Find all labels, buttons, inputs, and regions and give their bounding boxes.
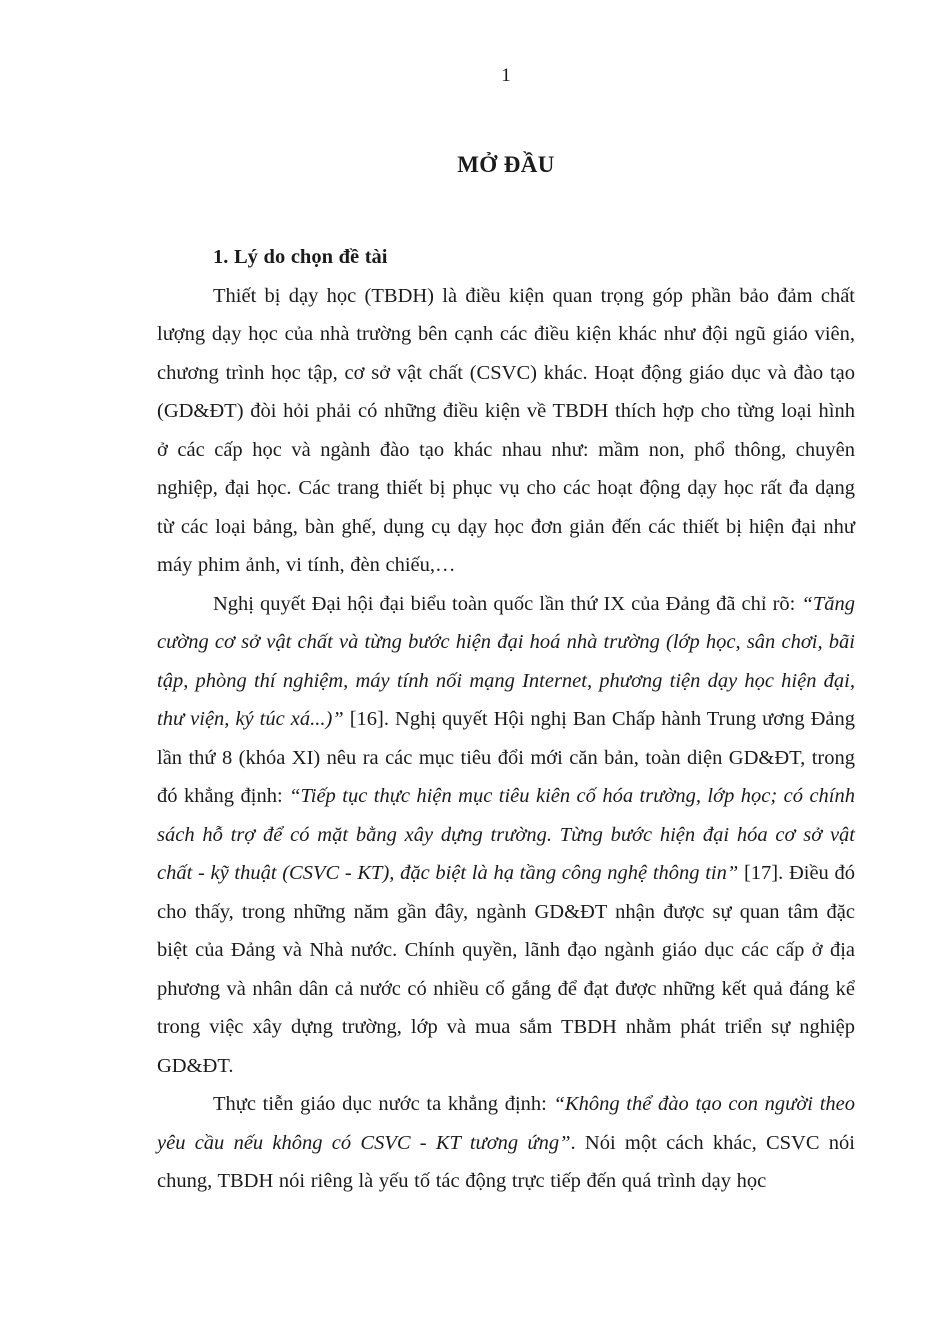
text-run: [16]. Nghị quyết Hội nghị Ban Chấp hành Trung ương Đảng lần thứ 8 (khóa XI) nêu ra các mục tiêu đổi mới căn bản, toàn diện GD&ĐT, trong đó khẳng định: xyxy=(157,708,856,807)
text-run: Thực tiễn giáo dục nước ta khẳng định: xyxy=(213,1093,554,1115)
paragraph-3 xyxy=(157,1085,855,1201)
quote-run: “Tiếp tục thực hiện mục tiêu kiên cố hóa trường, lớp học; có chính sách hỗ trợ để có mặt bằng xây dựng trường. Từng bước hiện đại hóa cơ sở vật chất - kỹ thuật (CSVC - KT), đặc biệt là hạ tầng công nghệ thông tin” xyxy=(157,785,855,884)
text-run: Nghị quyết Đại hội đại biểu toàn quốc lần thứ IX của Đảng đã chỉ rõ: xyxy=(213,592,802,615)
quote-run: “Không thể đào tạo con người theo yêu cầu nếu không có CSVC - KT tương ứng” xyxy=(157,1093,855,1154)
text-run: [17]. Điều đó cho thấy, trong những năm gần đây, ngành GD&ĐT nhận được sự quan tâm đặc biệt của Đảng và Nhà nước. Chính quyền, lãnh đạo ngành giáo dục các cấp ở địa phương và nhân dân cả nước có nhiều cố gắng để đạt được những kết quả đáng kể trong việc xây dựng trường, lớp và mua sắm TBDH nhằm phát triển sự nghiệp GD&ĐT. xyxy=(157,862,855,1077)
paragraph-1 xyxy=(157,277,855,585)
quote-run: “Tăng cường cơ sở vật chất và từng bước hiện đại hoá nhà trường (lớp học, sân chơi, bãi tập, phòng thí nghiệm, máy tính nối mạng Internet, phương tiện dạy học hiện đại, thư viện, ký túc xá...)” xyxy=(157,592,855,730)
page-number: 1 xyxy=(501,65,511,86)
text-run: . Nói một cách khác, CSVC nói chung, TBDH nói riêng là yếu tố tác động trực tiếp đến quá trình dạy học xyxy=(157,1131,855,1192)
text-run: Thiết bị dạy học (TBDH) là điều kiện quan trọng góp phần bảo đảm chất lượng dạy học của nhà trường bên cạnh các điều kiện khác như đội ngũ giáo viên, chương trình học tập, cơ sở vật chất (CSVC) khác. Hoạt động giáo dục và đào tạo (GD&ĐT) đòi hỏi phải có những điều kiện về TBDH thích hợp cho từng loại hình ở các cấp học và ngành đào tạo khác nhau như: mầm non, phổ thông, chuyên nghiệp, đại học. Các trang thiết bị phục vụ cho các hoạt động dạy học rất đa dạng từ các loại bảng, bàn ghế, dụng cụ dạy học đơn giản đến các thiết bị hiện đại như máy phim ảnh, vi tính, đèn chiếu,… xyxy=(157,284,855,576)
document-title: MỞ ĐẦU xyxy=(457,152,555,177)
document-body xyxy=(157,238,855,1201)
section-heading: 1. Lý do chọn đề tài xyxy=(213,246,388,268)
paragraph-2 xyxy=(157,585,855,1086)
